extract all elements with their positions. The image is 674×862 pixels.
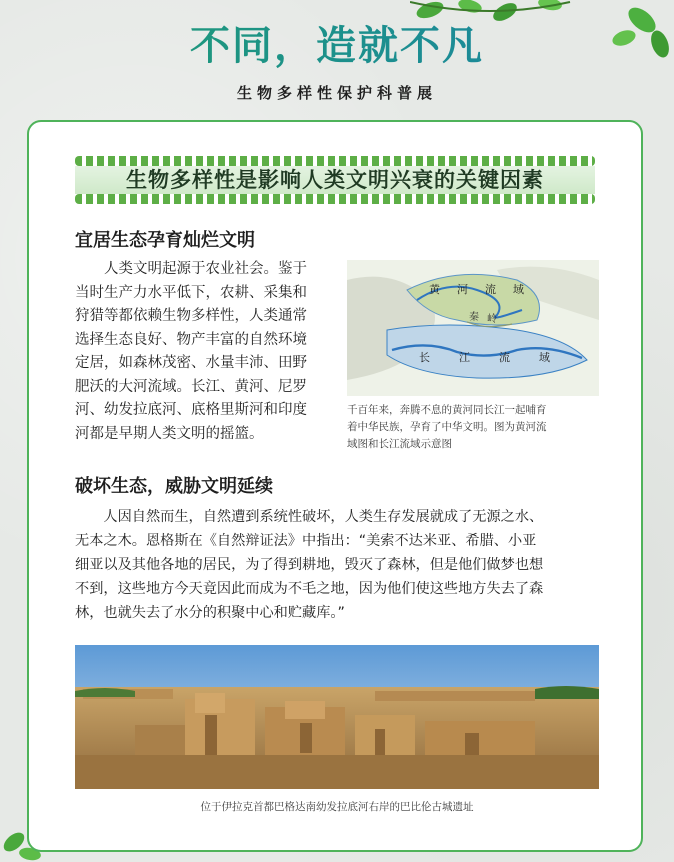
section2-line: 林，也就失去了水分的积聚中心和贮藏库。”: [75, 605, 345, 621]
section1-line: 河都是早期人类文明的摇篮。: [75, 425, 264, 442]
section1-line: 人类文明起源于农业社会。鉴于: [104, 261, 307, 277]
banner-title: 生物多样性是影响人类文明兴衰的关键因素: [126, 167, 544, 192]
ruins-illustration: [75, 645, 599, 789]
section2-line: 细亚以及其他各地的居民，为了得到耕地，毁灭了森林，但是他们做梦也想: [75, 557, 544, 573]
map-label-huanghe-3: 流: [485, 283, 496, 296]
babylon-ruins-photo: [75, 645, 599, 789]
map-illustration: [347, 260, 599, 396]
photo-caption: 位于伊拉克首都巴格达南幼发拉底河右岸的巴比伦古城遗址: [200, 801, 474, 813]
page-title: 不同，造就不凡: [0, 14, 674, 71]
section1-line: 选择生态良好、物产丰富的自然环境: [75, 331, 307, 348]
map-label-huanghe-1: 黄: [429, 283, 440, 296]
river-basin-map: [347, 260, 599, 396]
map-label-huanghe-4: 域: [513, 283, 524, 296]
vine-bottom-decoration: [75, 194, 595, 204]
section1-line: 河、幼发拉底河、底格里斯河和印度: [75, 402, 307, 418]
section1-line: 肥沃的大河流域。长江、黄河、尼罗: [75, 378, 307, 395]
section2-line: 不到，这些地方今天竟因此而成为不毛之地，因为他们使这些地方失去了森: [75, 581, 544, 597]
section2-paragraph: [75, 505, 601, 625]
map-label-huanghe-2: 河: [457, 283, 468, 296]
map-label-changjiang-1: 长: [419, 351, 430, 364]
page-subtitle: 生物多样性保护科普展: [236, 84, 437, 102]
content-card: [27, 120, 643, 852]
map-caption-line: 千百年来，奔腾不息的黄河同长江一起哺育: [347, 404, 547, 416]
section1-heading: 宜居生态孕育灿烂文明: [75, 230, 255, 251]
vine-top-decoration: [75, 156, 595, 166]
map-caption-line: 域图和长江流域示意图: [347, 438, 452, 450]
map-label-changjiang-2: 江: [459, 351, 470, 364]
section1-paragraph: [75, 258, 333, 446]
section1-line: 当时生产力水平低下，农耕、采集和: [75, 284, 307, 301]
map-label-changjiang-3: 流: [499, 351, 510, 364]
section1-line: 狩猎等都依赖生物多样性，人类通常: [75, 308, 307, 324]
section2-heading: 破坏生态，威胁文明延续: [75, 476, 273, 497]
map-caption: [347, 402, 603, 453]
section2-line: 人因自然而生，自然遭到系统性破坏，人类生存发展就成了无源之水、: [103, 509, 544, 525]
map-label-qinling-1: 秦: [469, 312, 479, 323]
section-banner: [75, 154, 595, 204]
section1-line: 定居，如森林茂密、水量丰沛、田野: [75, 355, 307, 371]
map-label-changjiang-4: 域: [539, 351, 550, 364]
map-label-qinling-2: 岭: [487, 314, 497, 325]
section2-line: 无本之木。恩格斯在《自然辩证法》中指出：“美索不达米亚、希腊、小亚: [75, 533, 537, 549]
map-caption-line: 着中华民族，孕育了中华文明。图为黄河流: [347, 421, 547, 433]
